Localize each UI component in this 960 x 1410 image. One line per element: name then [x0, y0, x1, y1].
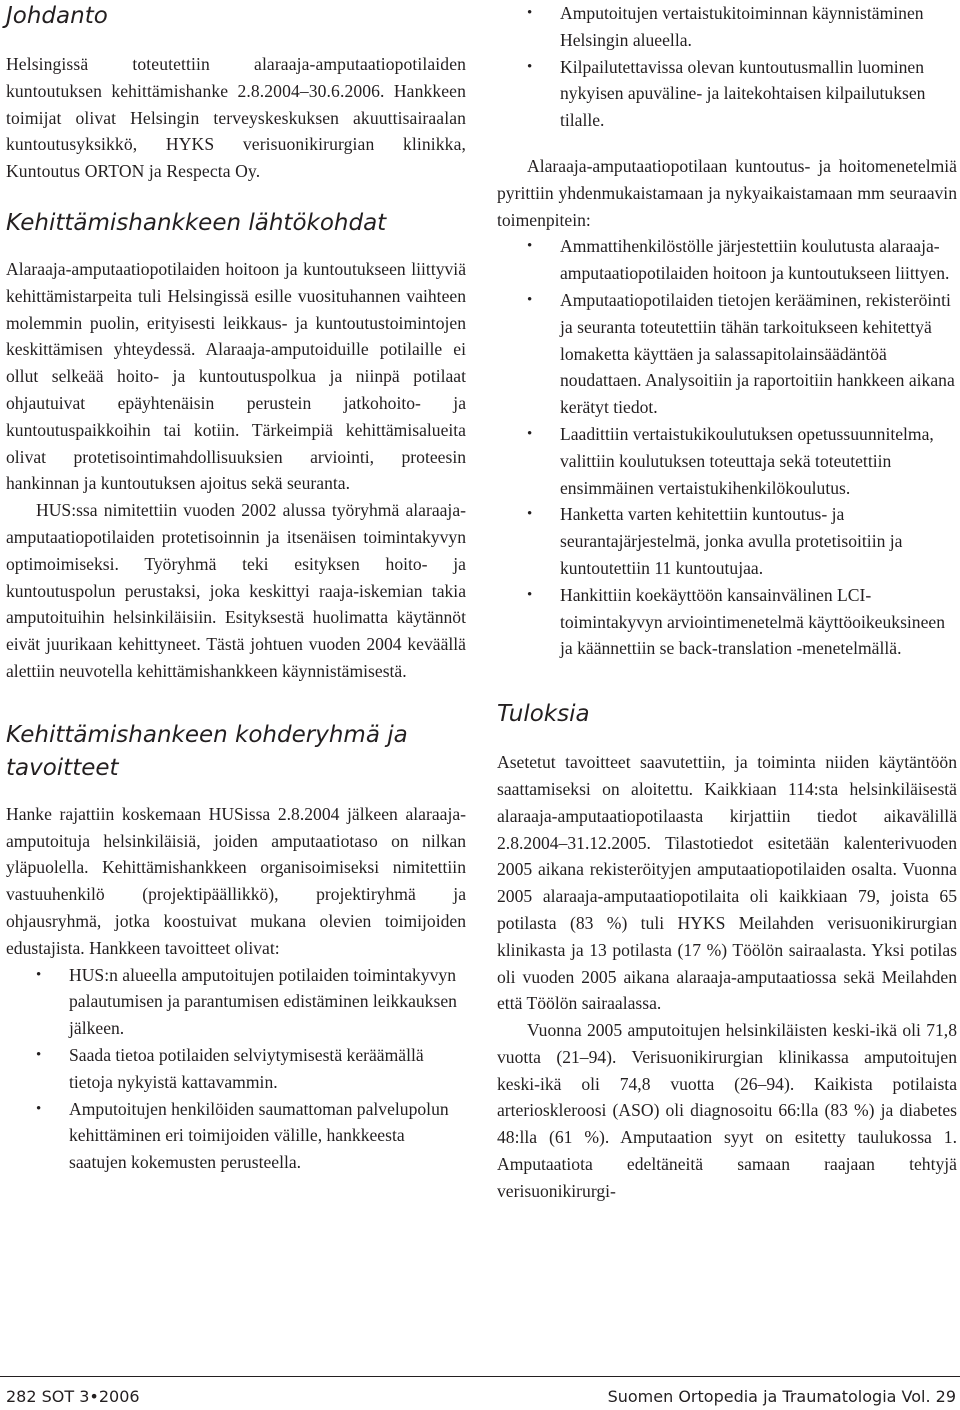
list-item-text: Amputoitujen vertaistukitoiminnan käynnistäminen Helsingin alueella.	[560, 3, 924, 50]
paragraph-introduction: Helsingissä toteutettiin alaraaja-amputaatiopotilaiden kuntoutuksen kehittämishanke 2.8.2004–30.6.2006. Hankkeen toimijat olivat Helsingin terveyskeskuksen akuuttisairaalan kuntoutusyksikkö, HYKS verisuonikirurgian klinikka, Kuntoutus ORTON ja Respecta Oy.	[6, 54, 466, 182]
bullet-icon: •	[36, 966, 42, 983]
paragraph-lahtokohdat: Alaraaja-amputaatiopotilaiden hoitoon ja kuntoutukseen liittyviä kehittämistarpeita tuli Helsingissä esille vuosituhannen vaihteen molemmin puolin, erityisesti leikkaus- ja kuntoutustoimintojen keskittämisen yhteydessä. Alaraaja-amputoiduille potilaille ei ollut selkeää hoito- ja kuntoutuspolkua ja niinpä potilaat ohjautuivat epäyhtenäisin perustein jatkohoito- ja kuntoutuspaikkoihin tai kotiin. Tärkeimpiä kehittämisalueita olivat protetisointimahdollisuuksien arviointi, proteesin hankinnan ja kuntoutuksen ajoitus sekä seuranta.	[6, 258, 466, 494]
footer-divider	[0, 1376, 960, 1377]
bullet-icon: •	[36, 1046, 42, 1063]
right-column	[497, 0, 957, 1205]
list-item-text: Hankittiin koekäyttöön kansainvälinen LCI-toimintakyvyn arviointimenetelmä käyttöoikeuksineen ja käännettiin se back-translation -menetelmällä.	[560, 584, 946, 659]
list-item	[497, 287, 957, 421]
list-item	[497, 233, 957, 287]
list-item	[497, 0, 957, 54]
list-item	[497, 582, 957, 662]
footer-issue: 282 SOT 3•2006	[6, 1387, 140, 1406]
paragraph-methods: Alaraaja-amputaatiopotilaan kuntoutus- ja hoitomenetelmiä pyrittiin yhdenmukaistamaan ja nykyaikaistamaan mm seuraavin toimenpitein:	[497, 155, 957, 230]
bullet-icon: •	[36, 1100, 42, 1117]
list-item-text: Amputaatiopotilaiden tietojen kerääminen, rekisteröinti ja seuranta toteutettiin tähän tarkoitukseen kehitettyä lomaketta käyttäen ja salassapitolainsäädäntöä noudattaen. Analysoitiin ja raportoitiin hankkeen aikana kerätyt tiedot.	[560, 289, 955, 418]
bullet-icon: •	[527, 506, 533, 523]
bullet-icon: •	[527, 425, 533, 442]
heading-tuloksia: Tuloksia	[497, 701, 590, 728]
list-item	[6, 1042, 466, 1096]
paragraph-hus-working-group: HUS:ssa nimitettiin vuoden 2002 alussa työryhmä alaraaja-amputaatiopotilaiden protetisoinnin ja itsenäisen toimintakyvyn optimoimiseksi. Työryhmä teki esityksen hoito- ja kuntoutuspolun perustaksi, joka keskittyi raaja-iskemian takia amputoituihin helsinkiläisiin. Esityksestä huolimatta käytännöt eivät juurikaan kehittyneet. Tästä johtuen vuoden 2004 keväällä alettiin neuvotella kehittämishankkeen käynnistämisestä.	[6, 500, 466, 681]
list-item-text: Hanketta varten kehitettiin kuntoutus- ja seurantajärjestelmä, jonka avulla protetisoitiin ja kuntoutettiin 11 kuntoutujaa.	[560, 504, 903, 578]
paragraph-results: Asetetut tavoitteet saavutettiin, ja toiminta niiden käytäntöön saattamiseksi on aloitettu. Kaikkiaan 114:sta helsinkiläisestä alaraaja-amputaatiopotilaasta kirjattiin tiedot aikavälillä 2.8.2004–31.12.2005. Tilastotiedot esitetään kalenterivuoden 2005 aikana rekisteröityjen amputaatiopotilaiden osalta. Vuonna 2005 alaraaja-amputaatiopotilaita oli kaikkiaan 79, joista 65 potilasta (83 %) tuli HYKS Meilahden verisuonikirurgian klinikasta ja 13 potilasta (17 %) Töölön sairaalasta. Yksi potilas oli vuoden 2005 aikana alaraaja-amputaatiossa sekä Meilahden että Töölön sairaalassa.	[497, 752, 957, 1014]
heading-kohderyhma: Kehittämishankeen kohderyhmä ja tavoitteet	[6, 721, 408, 781]
list-item-text: HUS:n alueella amputoitujen potilaiden toimintakyvyn palautumisen ja parantumisen edistäminen leikkauksen jälkeen.	[69, 964, 457, 1039]
list-item-text: Laadittiin vertaistukikoulutuksen opetussuunnitelma, valittiin koulutuksen toteuttaja sekä toteutettiin ensimmäinen vertaistukihenkilökoulutus.	[560, 423, 934, 498]
left-column	[6, 0, 466, 1176]
paragraph-kohderyhma: Hanke rajattiin koskemaan HUSissa 2.8.2004 jälkeen alaraaja-amputoituja helsinkiläisiä, joiden amputaatiotaso on nilkan yläpuolella. Kehittämishankkeen organisoimiseksi nimitettiin vastuuhenkilö (projektipäällikkö), projektiryhmä ja ohjausryhmä, jotka koostuivat mukana olevien toimijoiden edustajista. Hankkeen tavoitteet olivat:	[6, 803, 466, 958]
list-item-text: Saada tietoa potilaiden selviytymisestä keräämällä tietoja nykyistä kattavammin.	[69, 1044, 424, 1092]
paragraph-results-age: Vuonna 2005 amputoitujen helsinkiläisten keski-ikä oli 71,8 vuotta (21–94). Verisuonikirurgian klinikassa amputoitujen keski-ikä oli 74,8 vuotta (26–94). Kaikista potilaista arterioskleroosi (ASO) oli diagnosoitu 66:lla (83 %) ja diabetes 48:lla (61 %). Amputaation syyt on esitetty taulukossa 1. Amputaatiota edeltäneitä samaan raajaan tehtyjä verisuonikirurgi-	[497, 1020, 957, 1201]
bullet-icon: •	[527, 586, 533, 603]
measures-list	[497, 233, 957, 662]
list-item-text: Ammattihenkilöstölle järjestettiin koulutusta alaraaja-amputaatiopotilaiden hoitoon ja kuntoutukseen liittyen.	[560, 236, 950, 284]
list-item	[497, 501, 957, 581]
list-item-text: Amputoitujen henkilöiden saumattoman palvelupolun kehittäminen eri toimijoiden välille, hankkeesta saatujen kokemusten perusteella.	[69, 1098, 449, 1173]
list-item	[6, 962, 466, 1042]
list-item-text: Kilpailutettavissa olevan kuntoutusmallin luominen nykyisen apuväline- ja laitekohtaisen kilpailutuksen tilalle.	[560, 56, 926, 131]
footer-journal: Suomen Ortopedia ja Traumatologia Vol. 29	[607, 1387, 956, 1406]
heading-lahtokohdat: Kehittämishankkeen lähtökohdat	[6, 209, 387, 236]
heading-johdanto: Johdanto	[6, 3, 108, 29]
bullet-icon: •	[527, 5, 533, 21]
goals-list-continued	[497, 0, 957, 134]
bullet-icon: •	[527, 238, 533, 255]
bullet-icon: •	[527, 291, 533, 308]
list-item	[497, 54, 957, 134]
list-item	[497, 421, 957, 501]
list-item	[6, 1096, 466, 1176]
goals-list	[6, 962, 466, 1176]
bullet-icon: •	[527, 58, 533, 75]
